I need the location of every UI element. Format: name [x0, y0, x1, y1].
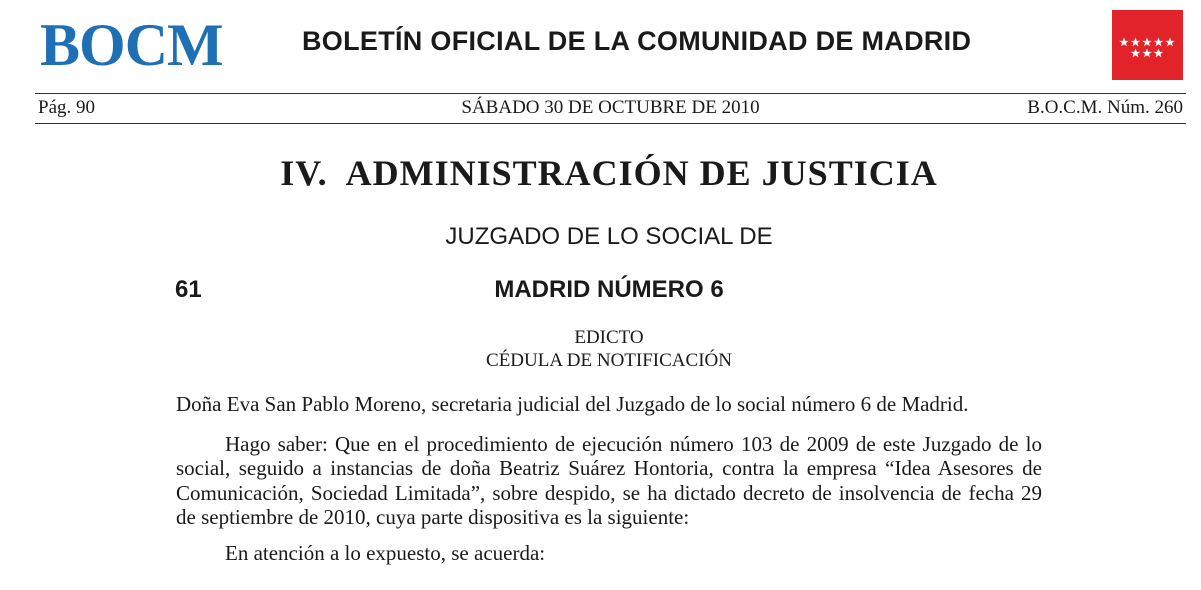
header-divider-bottom	[35, 123, 1186, 124]
page-number: Pág. 90	[38, 97, 95, 118]
edict-label: EDICTO	[574, 327, 644, 348]
bulletin-title: BOLETÍN OFICIAL DE LA COMUNIDAD DE MADRID	[302, 26, 972, 56]
court-name-line1: JUZGADO DE LO SOCIAL DE	[445, 223, 773, 250]
notice-label: CÉDULA DE NOTIFICACIÓN	[486, 350, 732, 371]
issue-date: SÁBADO 30 DE OCTUBRE DE 2010	[461, 97, 760, 118]
body-paragraph-3: En atención a lo expuesto, se acuerda:	[225, 540, 546, 565]
bocm-logo: BOCM	[40, 12, 223, 78]
page-meta-row	[38, 97, 1183, 121]
issue-number: B.O.C.M. Núm. 260	[1027, 97, 1183, 118]
body-paragraph-1: Doña Eva San Pablo Moreno, secretaria judicial del Juzgado de lo social número 6 de Madrid.	[176, 392, 969, 416]
body-paragraph-2: Hago saber: Que en el procedimiento de ejecución número 103 de 2009 de este Juzgado de lo social, seguido a instancias de doña Beatriz Suárez Hontoria, contra la empresa “Idea Asesores de Comunicación, Sociedad Limitada”, sobre despido, se ha dictado decreto de insolvencia de fecha 29 de septiembre de 2010, cuya parte dispositiva es la siguiente:	[176, 431, 1042, 529]
madrid-flag-icon	[1112, 10, 1183, 80]
section-title: IV. ADMINISTRACIÓN DE JUSTICIA	[280, 153, 938, 193]
court-name-line2: MADRID NÚMERO 6	[494, 276, 724, 303]
entry-number: 61	[175, 276, 202, 303]
edict-heading	[0, 326, 1201, 372]
header-divider-top	[35, 93, 1186, 94]
edict-body	[176, 392, 1042, 565]
